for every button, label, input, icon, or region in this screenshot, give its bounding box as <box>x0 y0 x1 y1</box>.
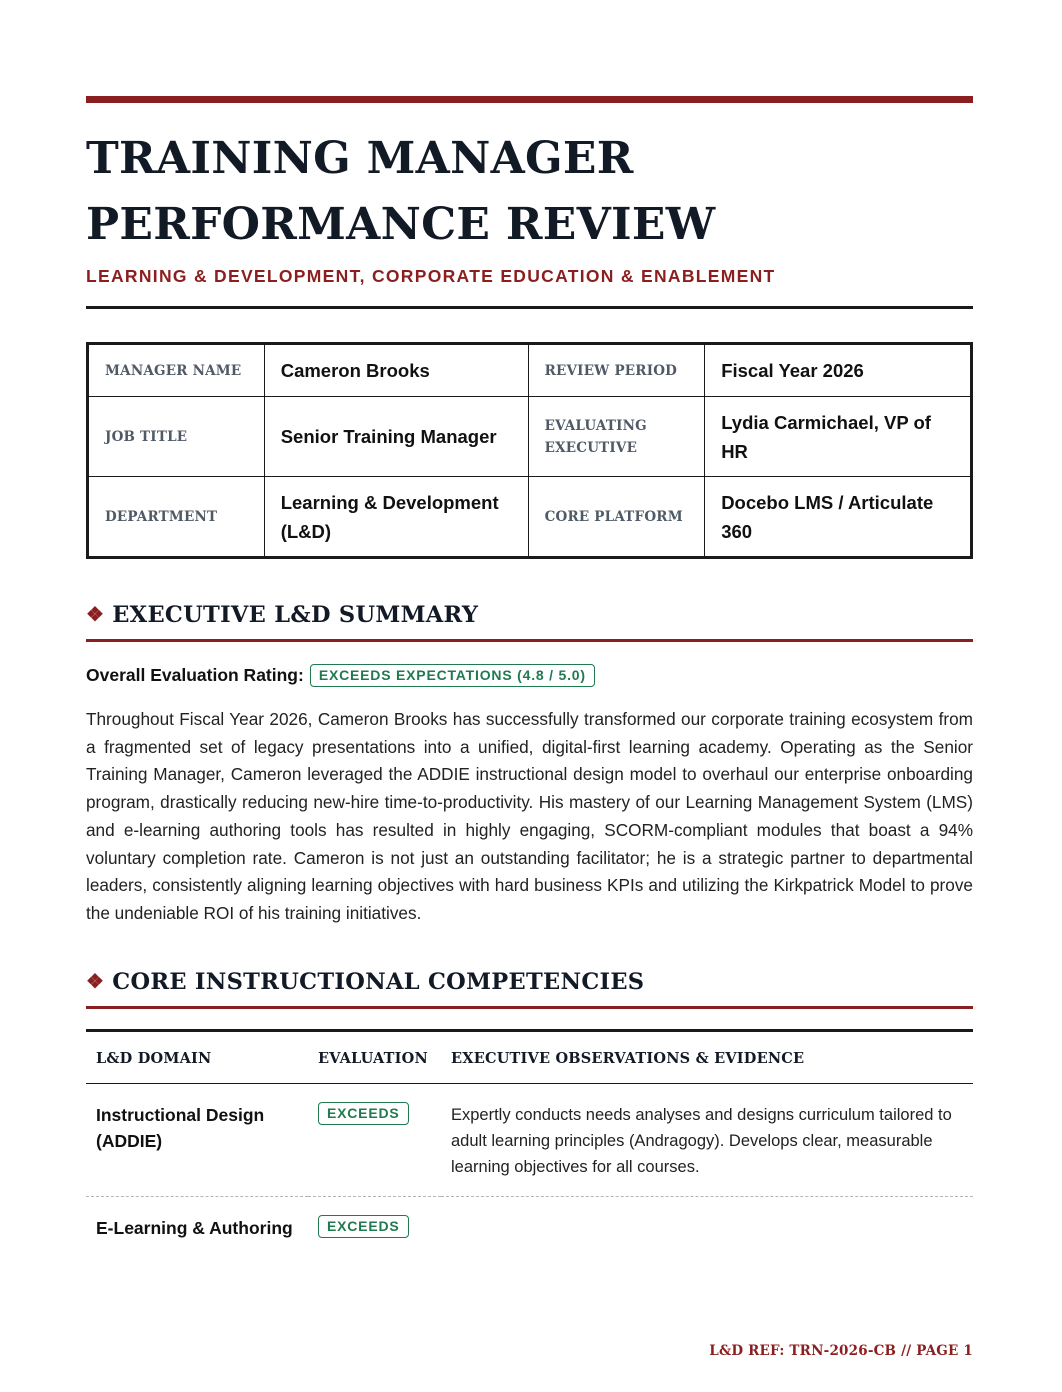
competencies-heading-text: CORE INSTRUCTIONAL COMPETENCIES <box>112 969 645 995</box>
review-period-value: Fiscal Year 2026 <box>705 344 972 397</box>
manager-info-table <box>86 342 973 559</box>
overall-rating <box>86 664 595 687</box>
diamond-ornament-icon: ❖ <box>86 602 105 626</box>
column-header-evidence: EXECUTIVE OBSERVATIONS & EVIDENCE <box>441 1031 973 1084</box>
summary-paragraph: Throughout Fiscal Year 2026, Cameron Brooks has successfully transformed our corporate training ecosystem from a fragmented set of legacy presentations into a unified, digital-first learning academy. Operating as the Senior Training Manager, Cameron leveraged the ADDIE instructional design model to overhaul our enterprise onboarding program, drastically reducing new-hire time-to-productivity. His mastery of our Learning Management System (LMS) and e-learning authoring tools has resulted in highly engaging, SCORM-compliant modules that boast a 94% voluntary completion rate. Cameron is not just an outstanding facilitator; he is a strategic partner to departmental leaders, consistently aligning learning objectives with hard business KPIs and utilizing the Kirkpatrick Model to prove the undeniable ROI of his training initiatives. <box>86 709 973 923</box>
column-header-domain: L&D DOMAIN <box>86 1031 308 1084</box>
evidence-cell <box>441 1197 973 1242</box>
diamond-ornament-icon: ❖ <box>86 969 105 993</box>
footer-reference: L&D REF: TRN-2026-CB // PAGE 1 <box>709 1343 973 1359</box>
core-platform-value: Docebo LMS / Articulate 360 <box>705 477 972 558</box>
domain-cell: E-Learning & Authoring <box>96 1218 293 1238</box>
evaluation-cell <box>308 1197 441 1242</box>
evaluation-badge: EXCEEDS <box>318 1215 409 1238</box>
domain-cell: Instructional Design (ADDIE) <box>86 1084 308 1197</box>
job-title-value: Senior Training Manager <box>264 397 528 477</box>
competencies-section-heading <box>86 969 973 995</box>
info-row-job <box>88 397 972 477</box>
competencies-table <box>86 1029 973 1241</box>
job-title-label: JOB TITLE <box>88 397 265 477</box>
title-divider <box>86 306 973 309</box>
evaluation-cell <box>308 1084 441 1197</box>
competencies-section-rule <box>86 1006 973 1009</box>
document-subtitle: LEARNING & DEVELOPMENT, CORPORATE EDUCATION & ENABLEMENT <box>86 266 776 286</box>
evaluation-badge: EXCEEDS <box>318 1102 409 1125</box>
rating-badge: EXCEEDS EXPECTATIONS (4.8 / 5.0) <box>310 664 595 687</box>
review-period-label: REVIEW PERIOD <box>528 344 705 397</box>
evidence-cell: Expertly conducts needs analyses and designs curriculum tailored to adult learning principles (Andragogy). Develops clear, measurable learning objectives for all courses. <box>441 1084 973 1197</box>
table-row <box>86 1197 973 1242</box>
document-title: TRAINING MANAGER PERFORMANCE REVIEW <box>86 133 716 250</box>
rating-label: Overall Evaluation Rating: <box>86 665 304 685</box>
summary-section-heading <box>86 602 973 628</box>
core-platform-label: CORE PLATFORM <box>528 477 705 558</box>
summary-heading-text: EXECUTIVE L&D SUMMARY <box>112 602 479 628</box>
summary-section-rule <box>86 639 973 642</box>
top-accent-rule <box>86 96 973 103</box>
department-label: DEPARTMENT <box>88 477 265 558</box>
manager-name-value: Cameron Brooks <box>264 344 528 397</box>
manager-name-label: MANAGER NAME <box>88 344 265 397</box>
info-row-department <box>88 477 972 558</box>
info-row-manager <box>88 344 972 397</box>
department-value: Learning & Development (L&D) <box>264 477 528 558</box>
competencies-header-row <box>86 1031 973 1084</box>
column-header-evaluation: EVALUATION <box>308 1031 441 1084</box>
evaluating-executive-label: EVALUATING EXECUTIVE <box>528 397 705 477</box>
evaluating-executive-value: Lydia Carmichael, VP of HR <box>705 397 972 477</box>
table-row <box>86 1084 973 1197</box>
